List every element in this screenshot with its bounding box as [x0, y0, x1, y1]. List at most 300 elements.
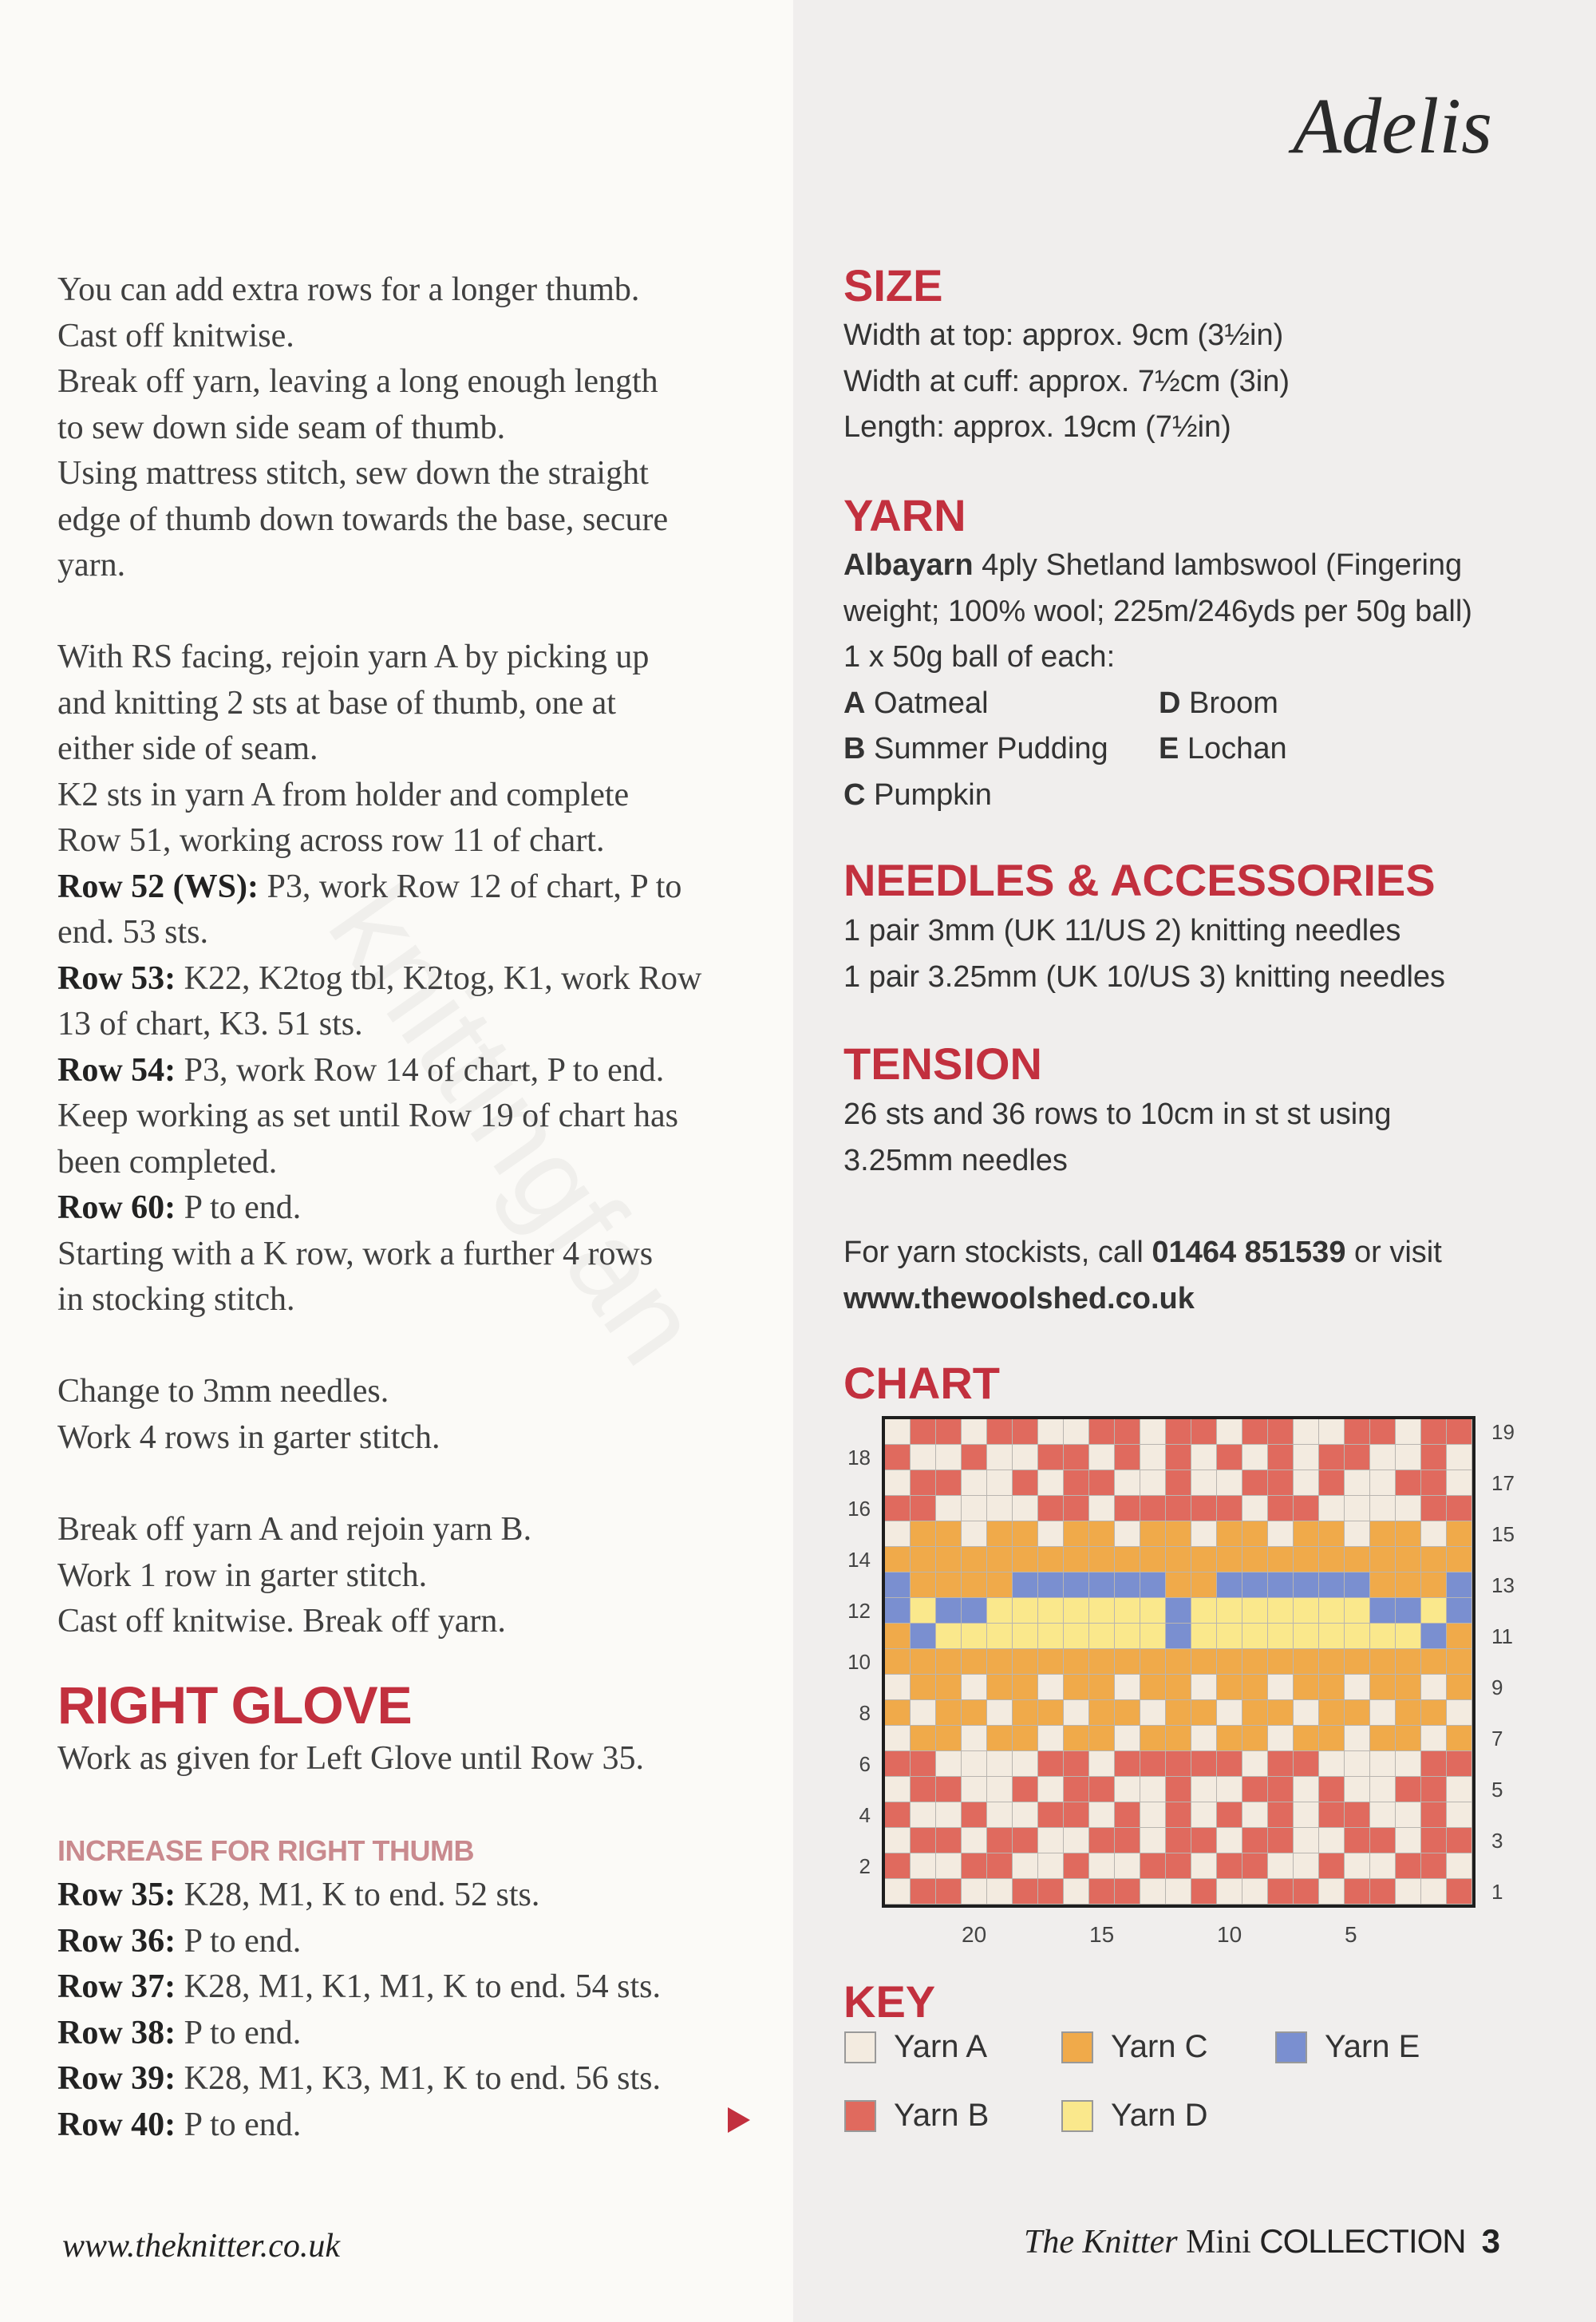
- chart-row-label: 17: [1491, 1471, 1515, 1495]
- phone-number: 01464 851539: [1152, 1236, 1346, 1269]
- chart-cell: [1370, 1853, 1396, 1879]
- row-label: Row 52 (WS):: [57, 868, 259, 905]
- yarn-colour-d: [1159, 681, 1478, 727]
- chart-cell: [1166, 1624, 1191, 1649]
- yarn-line: [843, 543, 1562, 589]
- key-heading: KEY: [843, 1976, 936, 2027]
- chart-cell: [1294, 1572, 1319, 1598]
- chart-row-label: 16: [847, 1497, 871, 1521]
- yarn-heading: YARN: [843, 490, 966, 540]
- chart-cell: [1370, 1649, 1396, 1675]
- chart-cell: [911, 1547, 936, 1572]
- chart-cell: [911, 1649, 936, 1675]
- chart-cell: [1319, 1649, 1345, 1675]
- text-line: 3.25mm needles: [843, 1143, 1068, 1177]
- chart-cell: [1294, 1419, 1319, 1445]
- chart-cell: [936, 1853, 962, 1879]
- chart-cell: [987, 1879, 1013, 1905]
- chart-cell: [1319, 1726, 1345, 1751]
- chart-cell: [1140, 1853, 1166, 1879]
- chart-cell: [962, 1675, 987, 1700]
- chart-cell: [911, 1802, 936, 1828]
- chart-cell: [936, 1419, 962, 1445]
- row-label: Row 38:: [57, 2014, 176, 2051]
- row-40: [57, 2102, 760, 2149]
- chart-cell: [1038, 1777, 1064, 1802]
- chart-cell: [1242, 1879, 1268, 1905]
- chart-cell: [1089, 1445, 1115, 1470]
- chart-cell: [1064, 1496, 1089, 1521]
- chart-cell: [1089, 1879, 1115, 1905]
- size-details: [843, 313, 1562, 451]
- chart-cell: [1166, 1802, 1191, 1828]
- chart-cell: [1038, 1751, 1064, 1777]
- chart-cell: [1013, 1700, 1038, 1726]
- chart-cell: [1217, 1624, 1242, 1649]
- chart-cell: [1396, 1521, 1421, 1547]
- chart-cell: [1396, 1470, 1421, 1496]
- chart-cell: [1191, 1445, 1217, 1470]
- chart-cell: [1217, 1700, 1242, 1726]
- swatch-yarn-b: [844, 2100, 876, 2132]
- page-number: 3: [1481, 2222, 1500, 2260]
- chart-cell: [1421, 1675, 1447, 1700]
- chart-cell: [885, 1419, 911, 1445]
- chart-cell: [1447, 1675, 1472, 1700]
- chart-cell: [1447, 1624, 1472, 1649]
- chart-cell: [1447, 1496, 1472, 1521]
- chart-cell: [1268, 1879, 1294, 1905]
- chart-cell: [1013, 1521, 1038, 1547]
- chart-cell: [1421, 1649, 1447, 1675]
- chart-cell: [1038, 1521, 1064, 1547]
- chart-cell: [1013, 1572, 1038, 1598]
- chart-cell: [1396, 1496, 1421, 1521]
- chart-cell: [1345, 1419, 1370, 1445]
- chart-row-label: 19: [1491, 1420, 1515, 1444]
- chart-cell: [1345, 1853, 1370, 1879]
- row-53: [57, 956, 760, 1003]
- needles-details: [843, 908, 1562, 1000]
- chart-cell: [911, 1828, 936, 1853]
- chart-cell: [1115, 1777, 1140, 1802]
- yarn-colour-c: [843, 773, 1159, 819]
- chart-cell: [1013, 1470, 1038, 1496]
- chart-cell: [1191, 1496, 1217, 1521]
- chart-cell: [936, 1777, 962, 1802]
- chart-cell: [1319, 1624, 1345, 1649]
- chart-cell: [1421, 1726, 1447, 1751]
- chart-cell: [1370, 1828, 1396, 1853]
- chart-cell: [1268, 1649, 1294, 1675]
- chart-cell: [1038, 1496, 1064, 1521]
- chart-cell: [1319, 1777, 1345, 1802]
- chart-cell: [936, 1675, 962, 1700]
- chart-cell: [1396, 1879, 1421, 1905]
- chart-cell: [1089, 1675, 1115, 1700]
- chart-cell: [1370, 1470, 1396, 1496]
- chart-cell: [911, 1445, 936, 1470]
- row-54: [57, 1048, 760, 1094]
- chart-cell: [1421, 1700, 1447, 1726]
- chart-cell: [1447, 1777, 1472, 1802]
- row-text: P to end.: [176, 1189, 302, 1226]
- chart-cell: [1319, 1572, 1345, 1598]
- chart-cell: [936, 1470, 962, 1496]
- chart-cell: [987, 1649, 1013, 1675]
- chart-cell: [1345, 1802, 1370, 1828]
- chart-cell: [1089, 1419, 1115, 1445]
- colour-name: Oatmeal: [865, 686, 989, 720]
- chart-cell: [911, 1700, 936, 1726]
- key-label: Yarn B: [894, 2098, 990, 2133]
- row-label: Row 37:: [57, 1968, 176, 2005]
- row-label: Row 35:: [57, 1877, 176, 1913]
- row-38: [57, 2011, 760, 2057]
- colour-letter: B: [843, 732, 866, 765]
- chart-cell: [885, 1572, 911, 1598]
- chart-cell: [1115, 1649, 1140, 1675]
- chart-cell: [911, 1598, 936, 1624]
- chart-cell: [1396, 1675, 1421, 1700]
- chart-cell: [1370, 1496, 1396, 1521]
- chart-cell: [1191, 1598, 1217, 1624]
- chart-cell: [1268, 1675, 1294, 1700]
- chart-cell: [1268, 1700, 1294, 1726]
- right-glove-intro: [57, 1736, 760, 1782]
- colour-letter: E: [1159, 732, 1179, 765]
- chart-cell: [1013, 1598, 1038, 1624]
- colour-letter: A: [843, 686, 866, 720]
- chart-cell: [936, 1547, 962, 1572]
- chart-cell: [911, 1777, 936, 1802]
- chart-cell: [962, 1751, 987, 1777]
- chart-cell: [885, 1879, 911, 1905]
- chart-cell: [1319, 1547, 1345, 1572]
- chart-cell: [1140, 1445, 1166, 1470]
- chart-cell: [1396, 1751, 1421, 1777]
- chart-cell: [1191, 1547, 1217, 1572]
- chart-cell: [1217, 1649, 1242, 1675]
- chart-cell: [1242, 1777, 1268, 1802]
- chart-cell: [1447, 1828, 1472, 1853]
- chart-cell: [1345, 1624, 1370, 1649]
- chart-cell: [1064, 1700, 1089, 1726]
- row-label: Row 54:: [57, 1051, 176, 1089]
- colour-name: Pumpkin: [865, 777, 992, 812]
- chart-cell: [1268, 1624, 1294, 1649]
- chart-cell: [885, 1700, 911, 1726]
- chart-cell: [1217, 1879, 1242, 1905]
- chart-row-label: 15: [1491, 1522, 1515, 1546]
- chart-cell: [1319, 1828, 1345, 1853]
- key-label: Yarn C: [1111, 2029, 1208, 2064]
- chart-cell: [1447, 1470, 1472, 1496]
- chart-cell: [1217, 1853, 1242, 1879]
- row-36: [57, 1919, 760, 1965]
- chart-cell: [962, 1828, 987, 1853]
- chart-cell: [1447, 1419, 1472, 1445]
- chart-cell: [885, 1496, 911, 1521]
- stockists-url: www.thewoolshed.co.uk: [843, 1281, 1195, 1315]
- chart-cell: [987, 1675, 1013, 1700]
- chart-cell: [1115, 1879, 1140, 1905]
- chart-cell: [1140, 1547, 1166, 1572]
- chart-cell: [1140, 1419, 1166, 1445]
- chart-cell: [1166, 1777, 1191, 1802]
- chart-cell: [936, 1726, 962, 1751]
- colour-name: Lochan: [1179, 732, 1287, 765]
- stockists-line: [843, 1230, 1562, 1276]
- chart-cell: [1166, 1726, 1191, 1751]
- chart-cell: [1447, 1547, 1472, 1572]
- chart-cell: [1064, 1751, 1089, 1777]
- chart-cell: [987, 1445, 1013, 1470]
- chart-cell: [1421, 1547, 1447, 1572]
- chart-cell: [885, 1802, 911, 1828]
- stockists-url-line: [843, 1276, 1562, 1323]
- chart-cell: [1294, 1624, 1319, 1649]
- text-line: Cast off knitwise.: [57, 317, 294, 354]
- chart-cell: [1294, 1598, 1319, 1624]
- chart-cell: [885, 1675, 911, 1700]
- chart-cell: [1038, 1649, 1064, 1675]
- chart-cell: [1089, 1470, 1115, 1496]
- rejoin-instructions: [57, 635, 760, 1323]
- chart-cell: [1268, 1777, 1294, 1802]
- row-text: P to end.: [176, 1922, 302, 1960]
- chart-cell: [1166, 1598, 1191, 1624]
- chart-cell: [962, 1598, 987, 1624]
- chart-cell: [1191, 1751, 1217, 1777]
- chart-cell: [1038, 1726, 1064, 1751]
- row-39: [57, 2056, 760, 2102]
- text-line: Width at top: approx. 9cm (3½in): [843, 318, 1284, 352]
- chart-cell: [1064, 1547, 1089, 1572]
- chart-cell: [1140, 1496, 1166, 1521]
- text-line: For yarn stockists, call: [843, 1236, 1152, 1269]
- chart-cell: [1191, 1726, 1217, 1751]
- magazine-name: The Knitter: [1024, 2224, 1178, 2261]
- chart-cell: [1038, 1802, 1064, 1828]
- chart-cell: [1217, 1496, 1242, 1521]
- chart-cell: [885, 1598, 911, 1624]
- chart-cell: [987, 1419, 1013, 1445]
- text-line: Break off yarn, leaving a long enough length: [57, 363, 658, 400]
- chart-cell: [1191, 1521, 1217, 1547]
- chart-cell: [987, 1828, 1013, 1853]
- chart-cell: [1345, 1470, 1370, 1496]
- chart-cell: [1268, 1751, 1294, 1777]
- chart-cell: [1089, 1777, 1115, 1802]
- chart-cell: [1089, 1853, 1115, 1879]
- chart-cell: [911, 1751, 936, 1777]
- chart-cell: [1038, 1419, 1064, 1445]
- row-text: P to end.: [176, 2014, 302, 2051]
- chart-cell: [1242, 1726, 1268, 1751]
- chart-cell: [1013, 1879, 1038, 1905]
- chart-cell: [1294, 1649, 1319, 1675]
- row-text: P3, work Row 12 of chart, P to: [258, 868, 682, 905]
- chart-cell: [936, 1445, 962, 1470]
- chart-cell: [1191, 1777, 1217, 1802]
- row-text: K22, K2tog tbl, K2tog, K1, work Row: [176, 959, 702, 997]
- chart-cell: [987, 1547, 1013, 1572]
- chart-cell: [1242, 1649, 1268, 1675]
- chart-cell: [1370, 1445, 1396, 1470]
- chart-cell: [1064, 1572, 1089, 1598]
- key-label: Yarn E: [1325, 2029, 1420, 2064]
- chart-cell: [1064, 1470, 1089, 1496]
- chart-cell: [911, 1419, 936, 1445]
- chart-cell: [1140, 1675, 1166, 1700]
- chart-cell: [885, 1751, 911, 1777]
- chart-cell: [1421, 1853, 1447, 1879]
- chart-cell: [1294, 1853, 1319, 1879]
- row-label: Row 53:: [57, 959, 176, 997]
- chart-cell: [936, 1598, 962, 1624]
- row-text: K28, M1, K to end. 52 sts.: [176, 1877, 540, 1913]
- chart-cell: [936, 1521, 962, 1547]
- chart-cell: [1294, 1700, 1319, 1726]
- chart-cell: [987, 1751, 1013, 1777]
- chart-cell: [1396, 1802, 1421, 1828]
- chart-cell: [1038, 1445, 1064, 1470]
- chart-cell: [1242, 1521, 1268, 1547]
- chart-cell: [1242, 1675, 1268, 1700]
- chart-cell: [1140, 1598, 1166, 1624]
- chart-cell: [1166, 1496, 1191, 1521]
- chart-row-label: 10: [847, 1650, 871, 1674]
- chart-cell: [1140, 1751, 1166, 1777]
- chart-cell: [1115, 1470, 1140, 1496]
- chart-cell: [1217, 1598, 1242, 1624]
- chart-cell: [1217, 1521, 1242, 1547]
- chart-cell: [1140, 1624, 1166, 1649]
- chart-cell: [1191, 1649, 1217, 1675]
- chart-cell: [1294, 1521, 1319, 1547]
- chart-cell: [1166, 1828, 1191, 1853]
- chart-cell: [1140, 1726, 1166, 1751]
- chart-column-label: 5: [1345, 1922, 1357, 1947]
- chart-row-label: 14: [847, 1548, 871, 1572]
- key-label: Yarn D: [1111, 2098, 1208, 2133]
- chart-cell: [1115, 1675, 1140, 1700]
- chart-cell: [1345, 1726, 1370, 1751]
- chart-cell: [1089, 1802, 1115, 1828]
- chart-cell: [911, 1521, 936, 1547]
- chart-cell: [962, 1879, 987, 1905]
- chart-cell: [1294, 1470, 1319, 1496]
- chart-cell: [1370, 1700, 1396, 1726]
- chart-cell: [1166, 1470, 1191, 1496]
- chart-cell: [1421, 1802, 1447, 1828]
- chart-cell: [1013, 1675, 1038, 1700]
- chart-cell: [1370, 1802, 1396, 1828]
- text-line: You can add extra rows for a longer thumb.: [57, 271, 640, 308]
- chart-row-label: 2: [859, 1854, 871, 1878]
- chart-cell: [1166, 1853, 1191, 1879]
- chart-cell: [1294, 1802, 1319, 1828]
- chart-cell: [1115, 1572, 1140, 1598]
- chart-cell: [1166, 1700, 1191, 1726]
- chart-cell: [1140, 1649, 1166, 1675]
- chart-cell: [936, 1700, 962, 1726]
- text-line: 1 pair 3.25mm (UK 10/US 3) knitting needles: [843, 959, 1446, 994]
- chart-column-label: 20: [962, 1922, 987, 1947]
- text-line: and knitting 2 sts at base of thumb, one at: [57, 684, 616, 722]
- chart-cell: [1268, 1419, 1294, 1445]
- row-text: K28, M1, K3, M1, K to end. 56 sts.: [176, 2060, 662, 2097]
- chart-cell: [1038, 1675, 1064, 1700]
- needles-heading: NEEDLES & ACCESSORIES: [843, 855, 1436, 905]
- chart-cell: [1294, 1726, 1319, 1751]
- chart-cell: [1370, 1521, 1396, 1547]
- row-text: K28, M1, K1, M1, K to end. 54 sts.: [176, 1968, 662, 2005]
- colour-name: Summer Pudding: [865, 732, 1108, 765]
- continue-arrow-icon: [728, 2107, 750, 2133]
- text-line: edge of thumb down towards the base, secure: [57, 500, 669, 538]
- chart-cell: [1242, 1700, 1268, 1726]
- chart-cell: [1038, 1828, 1064, 1853]
- chart-cell: [1013, 1445, 1038, 1470]
- chart-cell: [1217, 1802, 1242, 1828]
- chart-cell: [1242, 1828, 1268, 1853]
- chart-cell: [1294, 1445, 1319, 1470]
- chart-cell: [1191, 1828, 1217, 1853]
- chart-cell: [1319, 1675, 1345, 1700]
- stockists-note: [843, 1230, 1562, 1322]
- chart-cell: [1319, 1445, 1345, 1470]
- chart-cell: [1268, 1598, 1294, 1624]
- chart-cell: [987, 1470, 1013, 1496]
- chart-cell: [1064, 1598, 1089, 1624]
- chart-cell: [1396, 1598, 1421, 1624]
- chart-cell: [1268, 1521, 1294, 1547]
- key-item-yarn-e: [1275, 2029, 1420, 2065]
- colour-name: Broom: [1180, 686, 1278, 720]
- chart-cell: [1166, 1572, 1191, 1598]
- chart-cell: [1242, 1802, 1268, 1828]
- chart-cell: [1013, 1624, 1038, 1649]
- yarn-colour-list: [843, 681, 1562, 819]
- chart-cell: [1089, 1547, 1115, 1572]
- chart-column-label: 15: [1089, 1922, 1115, 1947]
- chart-cell: [1064, 1879, 1089, 1905]
- chart-cell: [1345, 1777, 1370, 1802]
- text-line: Row 51, working across row 11 of chart.: [57, 822, 605, 859]
- chart-cell: [1013, 1853, 1038, 1879]
- chart-cell: [987, 1726, 1013, 1751]
- chart-cell: [885, 1521, 911, 1547]
- chart-cell: [1319, 1853, 1345, 1879]
- colour-letter: D: [1159, 686, 1181, 720]
- chart-cell: [911, 1496, 936, 1521]
- chart-cell: [1013, 1802, 1038, 1828]
- chart-cell: [1191, 1675, 1217, 1700]
- chart-cell: [1370, 1751, 1396, 1777]
- chart-cell: [936, 1496, 962, 1521]
- chart-cell: [1191, 1470, 1217, 1496]
- chart-cell: [1217, 1726, 1242, 1751]
- chart-row-label: 9: [1491, 1675, 1503, 1699]
- chart-cell: [1217, 1751, 1242, 1777]
- chart-cell: [1038, 1700, 1064, 1726]
- chart-cell: [1038, 1853, 1064, 1879]
- chart-cell: [1242, 1572, 1268, 1598]
- row-text: P3, work Row 14 of chart, P to end.: [176, 1051, 665, 1089]
- chart-cell: [1038, 1547, 1064, 1572]
